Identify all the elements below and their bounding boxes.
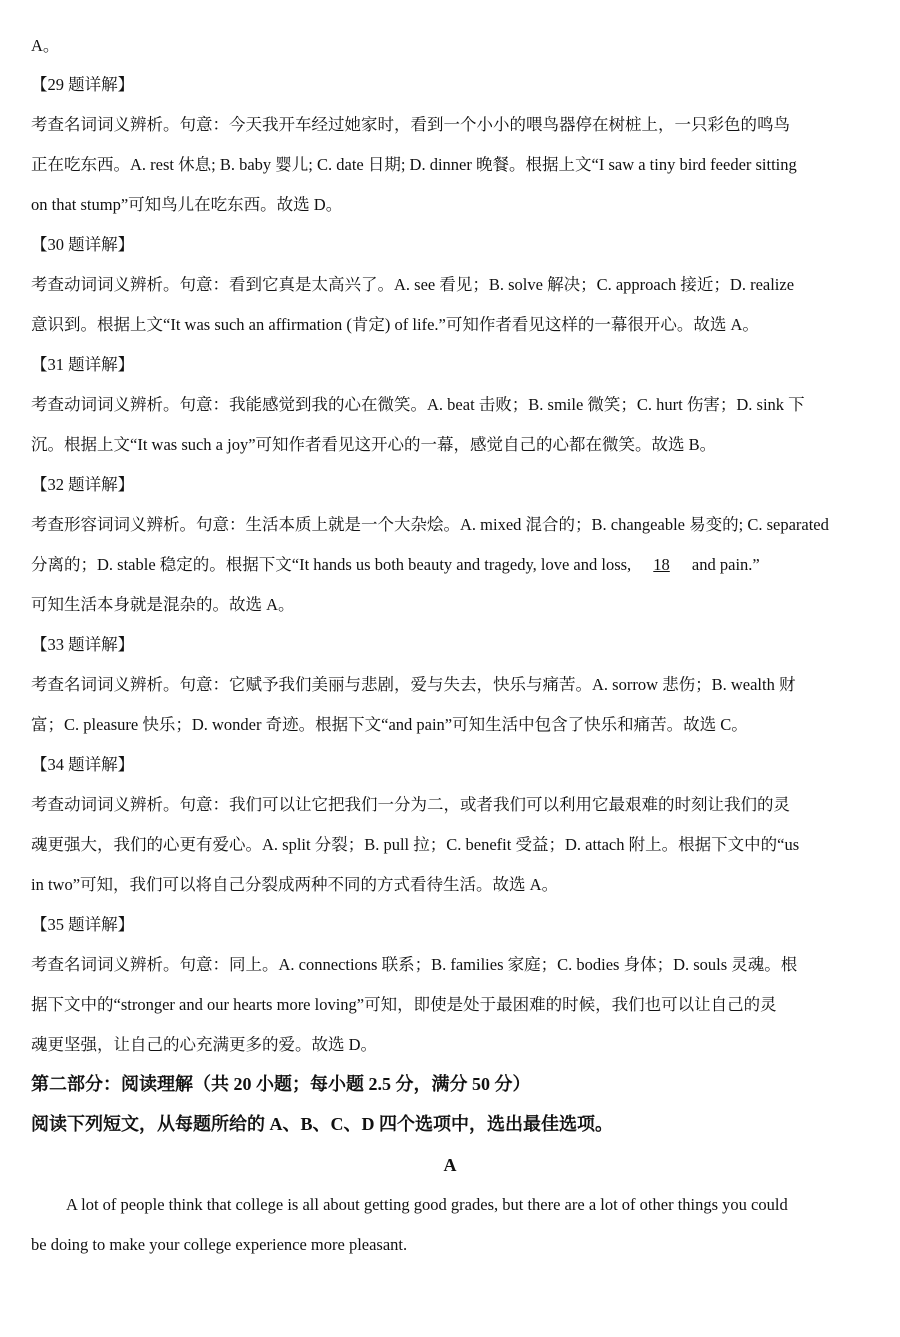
explanation-34-line2: 魂更强大，我们的心更有爱心。A. split 分裂；B. pull 拉；C. benefit 受益；D. attach 附上。根据下文中的“us <box>31 835 800 854</box>
explanation-29-line1: 考查名词词义辨析。句意：今天我开车经过她家时，看到一个小小的喂鸟器停在树桩上，一只彩色的鸣鸟 <box>31 115 790 134</box>
section2-title: 第二部分：阅读理解（共 20 小题；每小题 2.5 分，满分 50 分） <box>31 1074 531 1094</box>
passage-line1: A lot of people think that college is all about getting good grades, but there are a lot of other things you could <box>66 1195 788 1214</box>
section2-instruction: 阅读下列短文，从每题所给的 A、B、C、D 四个选项中，选出最佳选项。 <box>31 1114 613 1134</box>
explanation-31-line2: 沉。根据上文“It was such a joy”可知作者看见这开心的一幕，感觉自己的心都在微笑。故选 B。 <box>31 435 717 454</box>
explanation-30-line2: 意识到。根据上文“It was such an affirmation (肯定) of life.”可知作者看见这样的一幕很开心。故选 A。 <box>31 315 759 334</box>
heading-34: 【34 题详解】 <box>31 755 135 774</box>
passage-label: A <box>443 1155 457 1175</box>
explanation-32-line2-after: and pain.” <box>687 555 760 574</box>
explanation-35-line2: 据下文中的“stronger and our hearts more loving”可知，即使是处于最困难的时候，我们也可以让自己的灵 <box>31 995 777 1014</box>
explanation-34-line1: 考查动词词义辨析。句意：我们可以让它把我们一分为二，或者我们可以利用它最艰难的时刻让我们的灵 <box>31 795 790 814</box>
heading-31: 【31 题详解】 <box>31 355 135 374</box>
explanation-33-line1: 考查名词词义辨析。句意：它赋予我们美丽与悲剧，爱与失去，快乐与痛苦。A. sorrow 悲伤；B. wealth 财 <box>31 675 796 694</box>
heading-30: 【30 题详解】 <box>31 235 135 254</box>
explanation-35-line3: 魂更坚强，让自己的心充满更多的爱。故选 D。 <box>31 1035 378 1054</box>
answer-line: A。 <box>31 36 60 55</box>
explanation-29-line3: on that stump”可知鸟儿在吃东西。故选 D。 <box>31 195 343 214</box>
explanation-35-line1: 考查名词词义辨析。句意：同上。A. connections 联系；B. families 家庭；C. bodies 身体；D. souls 灵魂。根 <box>31 955 798 974</box>
explanation-32-line1: 考查形容词词义辨析。句意：生活本质上就是一个大杂烩。A. mixed 混合的；B. changeable 易变的; C. separated <box>31 515 829 534</box>
explanation-32-line3: 可知生活本身就是混杂的。故选 A。 <box>31 595 295 614</box>
explanation-29-line2: 正在吃东西。A. rest 休息; B. baby 婴儿; C. date 日期; D. dinner 晚餐。根据上文“I saw a tiny bird feeder sitting <box>31 155 797 174</box>
explanation-33-line2: 富；C. pleasure 快乐；D. wonder 奇迹。根据下文“and pain”可知生活中包含了快乐和痛苦。故选 C。 <box>31 715 748 734</box>
explanation-32-line2 <box>31 554 760 576</box>
heading-33: 【33 题详解】 <box>31 635 135 654</box>
explanation-34-line3: in two”可知，我们可以将自己分裂成两种不同的方式看待生活。故选 A。 <box>31 875 559 894</box>
explanation-31-line1: 考查动词词义辨析。句意：我能感觉到我的心在微笑。A. beat 击败；B. smile 微笑；C. hurt 伤害；D. sink 下 <box>31 395 805 414</box>
heading-32: 【32 题详解】 <box>31 475 135 494</box>
blank-18: 18 <box>653 555 670 574</box>
heading-29: 【29 题详解】 <box>31 75 135 94</box>
heading-35: 【35 题详解】 <box>31 915 135 934</box>
explanation-30-line1: 考查动词词义辨析。句意：看到它真是太高兴了。A. see 看见；B. solve 解决；C. approach 接近；D. realize <box>31 275 795 294</box>
passage-line2: be doing to make your college experience more pleasant. <box>31 1235 408 1254</box>
explanation-32-line2-before: 分离的；D. stable 稳定的。根据下文“It hands us both beauty and tragedy, love and loss, <box>31 555 636 574</box>
